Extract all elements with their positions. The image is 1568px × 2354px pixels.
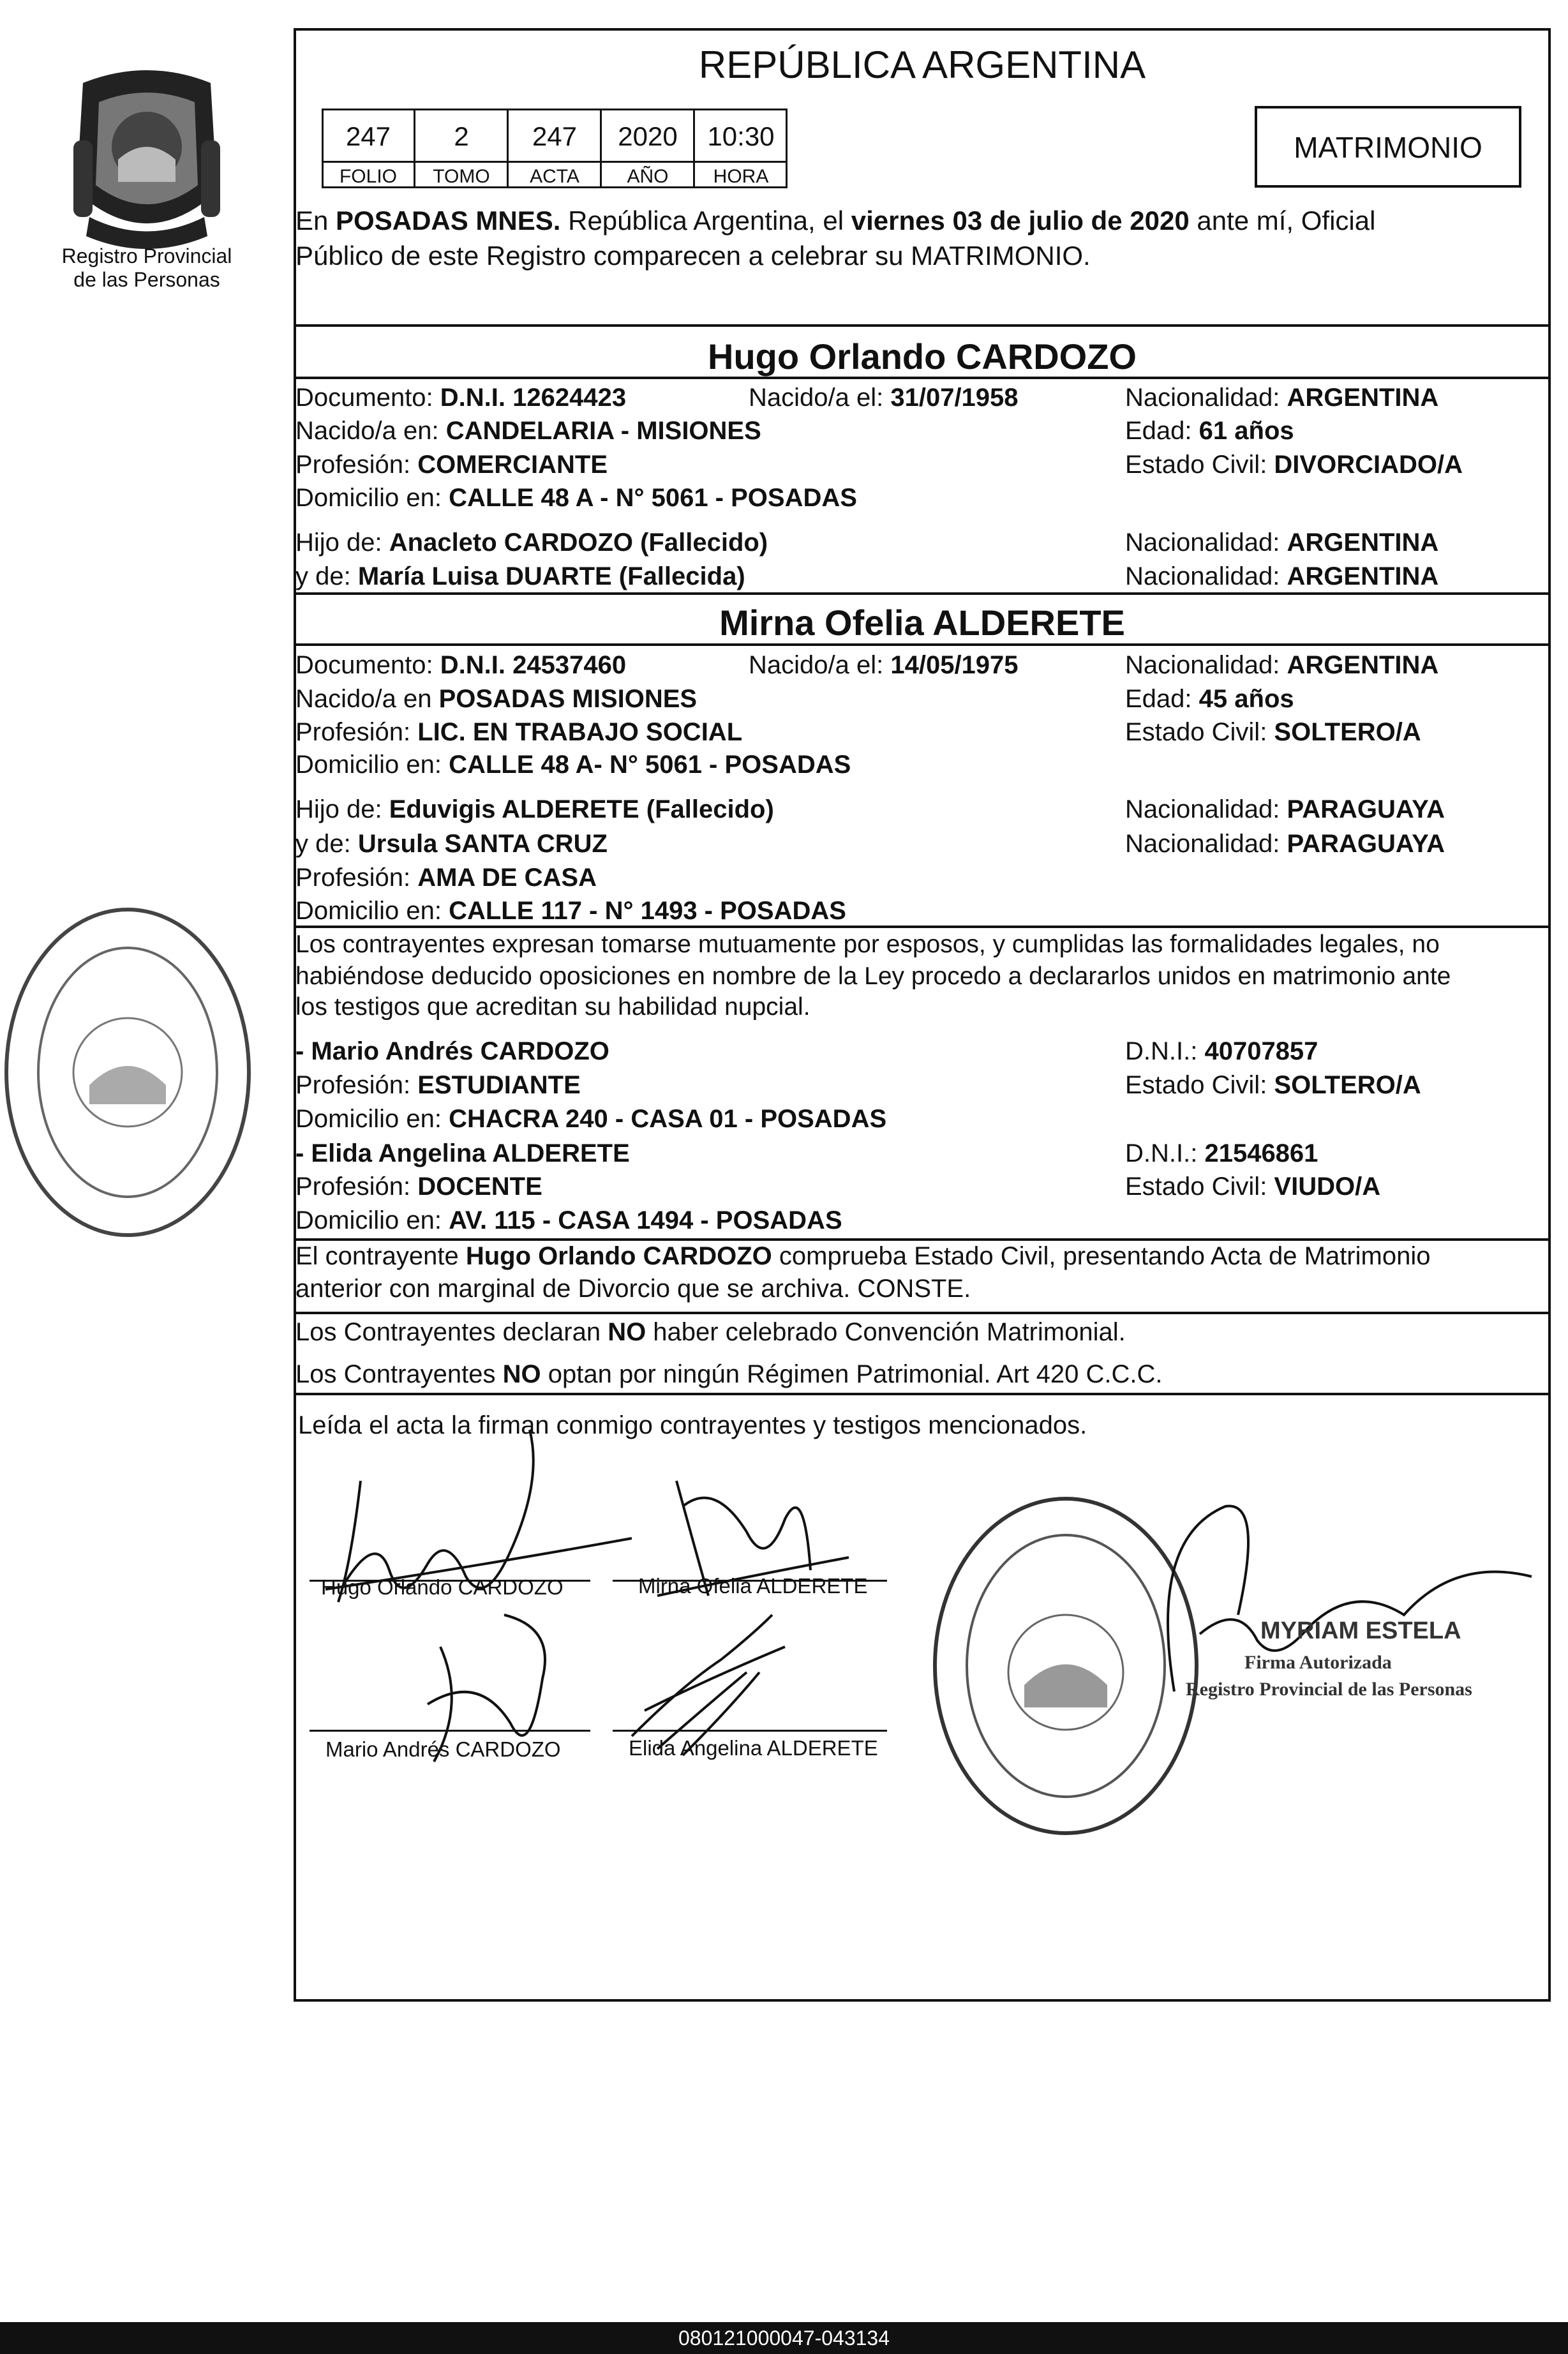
signature-name-2: Mirna Ofelia ALDERETE: [638, 1574, 868, 1598]
official-office: Registro Provincial de las Personas: [1186, 1679, 1472, 1700]
declaration-line1: Los contrayentes expresan tomarse mutuamente por esposos, y cumplidas las formalidades legales, no: [295, 931, 1440, 958]
spouse2-name: Mirna Ofelia ALDERETE: [719, 603, 1125, 643]
registry-stamp-left: [0, 900, 255, 1245]
divider: [294, 377, 1551, 379]
hora-label: HORA: [713, 166, 769, 187]
spouse1-mother-nationality: Nacionalidad: ARGENTINA: [1125, 562, 1439, 590]
registry-name-line2: de las Personas: [73, 268, 220, 291]
convention-line1: Los Contrayentes declaran NO haber celebrado Convención Matrimonial.: [295, 1318, 1126, 1346]
divider: [294, 1393, 1551, 1395]
signature-name-3: Mario Andrés CARDOZO: [325, 1737, 561, 1761]
witness1-civil-status: Estado Civil: SOLTERO/A: [1125, 1071, 1421, 1099]
tomo-label: TOMO: [433, 166, 490, 187]
spouse2-birthdate: Nacido/a el: 14/05/1975: [749, 651, 1019, 679]
record-type: MATRIMONIO: [1294, 131, 1482, 164]
convention-line2: Los Contrayentes NO optan por ningún Régimen Patrimonial. Art 420 C.C.C.: [295, 1360, 1163, 1388]
spouse1-birthplace: Nacido/a en: CANDELARIA - MISIONES: [295, 417, 761, 445]
country-title: REPÚBLICA ARGENTINA: [698, 43, 1146, 86]
spouse2-address: Domicilio en: CALLE 48 A- N° 5061 - POSADAS: [295, 751, 851, 779]
folio-value: 247: [345, 121, 391, 151]
spouse2-document: Documento: D.N.I. 24537460: [295, 651, 627, 679]
spouse2-father-nationality: Nacionalidad: PARAGUAYA: [1125, 795, 1445, 823]
ano-value: 2020: [618, 121, 678, 151]
civil-note-line1: El contrayente Hugo Orlando CARDOZO comprueba Estado Civil, presentando Acta de Matrimonio: [295, 1242, 1431, 1270]
hora-value: 10:30: [707, 121, 775, 151]
closing-text: Leída el acta la firman conmigo contrayentes y testigos mencionados.: [298, 1411, 1087, 1439]
declaration-line2: habiéndose deducido oposiciones en nombre de la Ley procedo a declararlos unidos en matrimonio ante: [295, 963, 1451, 990]
spouse1-father-nationality: Nacionalidad: ARGENTINA: [1125, 529, 1439, 557]
spouse2-birthplace: Nacido/a en POSADAS MISIONES: [295, 685, 698, 713]
spouse2-civil-status: Estado Civil: SOLTERO/A: [1125, 718, 1421, 746]
spouse1-name: Hugo Orlando CARDOZO: [708, 336, 1137, 377]
spouse2-mother-profession: Profesión: AMA DE CASA: [295, 864, 597, 892]
acta-value: 247: [532, 121, 578, 151]
divider: [294, 1238, 1551, 1241]
spouse2-profession: Profesión: LIC. EN TRABAJO SOCIAL: [295, 718, 743, 746]
witness2-dni: D.N.I.: 21546861: [1125, 1139, 1318, 1167]
official-name: MYRIAM ESTELA: [1260, 1617, 1461, 1644]
spouse2-mother: y de: Ursula SANTA CRUZ: [295, 830, 608, 858]
witness2-address: Domicilio en: AV. 115 - CASA 1494 - POSADAS: [295, 1206, 842, 1234]
folio-label: FOLIO: [339, 166, 397, 187]
record-fields-table: [322, 109, 788, 188]
witness1-address: Domicilio en: CHACRA 240 - CASA 01 - POSADAS: [295, 1105, 887, 1133]
witness2-civil-status: Estado Civil: VIUDO/A: [1125, 1173, 1381, 1201]
witness1-name: - Mario Andrés CARDOZO: [295, 1037, 609, 1065]
tomo-value: 2: [454, 121, 469, 151]
divider: [294, 592, 1551, 595]
spouse2-mother-nationality: Nacionalidad: PARAGUAYA: [1125, 830, 1445, 858]
witness1-dni: D.N.I.: 40707857: [1125, 1037, 1318, 1065]
intro-line1: En POSADAS MNES. República Argentina, el viernes 03 de julio de 2020 ante mí, Oficial: [295, 206, 1376, 236]
witness2-name: - Elida Angelina ALDERETE: [295, 1139, 630, 1167]
footer-code: 080121000047-043134: [0, 2322, 1568, 2354]
signature-name-4: Elida Angelina ALDERETE: [629, 1736, 878, 1760]
spouse1-document: Documento: D.N.I. 12624423: [295, 384, 627, 412]
divider: [294, 1312, 1551, 1314]
spouse2-age: Edad: 45 años: [1125, 685, 1294, 713]
official-role: Firma Autorizada: [1244, 1652, 1392, 1673]
spouse2-nationality: Nacionalidad: ARGENTINA: [1125, 651, 1439, 679]
registry-name-line1: Registro Provincial: [61, 244, 232, 267]
witness1-profession: Profesión: ESTUDIANTE: [295, 1071, 581, 1099]
spouse1-address: Domicilio en: CALLE 48 A - N° 5061 - POSADAS: [295, 484, 857, 512]
ano-label: AÑO: [627, 166, 669, 187]
intro-line2: Público de este Registro comparecen a celebrar su MATRIMONIO.: [295, 241, 1091, 271]
spouse1-mother: y de: María Luisa DUARTE (Fallecida): [295, 562, 745, 590]
declaration-line3: los testigos que acreditan su habilidad nupcial.: [295, 993, 810, 1021]
spouse1-birthdate: Nacido/a el: 31/07/1958: [749, 384, 1019, 412]
witness2-profession: Profesión: DOCENTE: [295, 1173, 542, 1201]
spouse2-father: Hijo de: Eduvigis ALDERETE (Fallecido): [295, 795, 774, 823]
signature-name-1: Hugo Orlando CARDOZO: [321, 1575, 564, 1599]
spouse1-civil-status: Estado Civil: DIVORCIADO/A: [1125, 451, 1463, 479]
registry-logo: [64, 64, 230, 255]
spouse1-age: Edad: 61 años: [1125, 417, 1294, 445]
divider: [294, 643, 1551, 646]
spouse1-nationality: Nacionalidad: ARGENTINA: [1125, 384, 1439, 412]
signature-line-4: [613, 1730, 887, 1732]
divider: [294, 926, 1551, 928]
spouse1-father: Hijo de: Anacleto CARDOZO (Fallecido): [295, 529, 768, 557]
spouse2-mother-address: Domicilio en: CALLE 117 - N° 1493 - POSADAS: [295, 897, 846, 925]
signature-line-3: [310, 1730, 590, 1732]
acta-label: ACTA: [530, 166, 579, 187]
spouse1-profession: Profesión: COMERCIANTE: [295, 451, 608, 479]
civil-note-line2: anterior con marginal de Divorcio que se archiva. CONSTE.: [295, 1275, 971, 1303]
divider: [294, 324, 1551, 327]
